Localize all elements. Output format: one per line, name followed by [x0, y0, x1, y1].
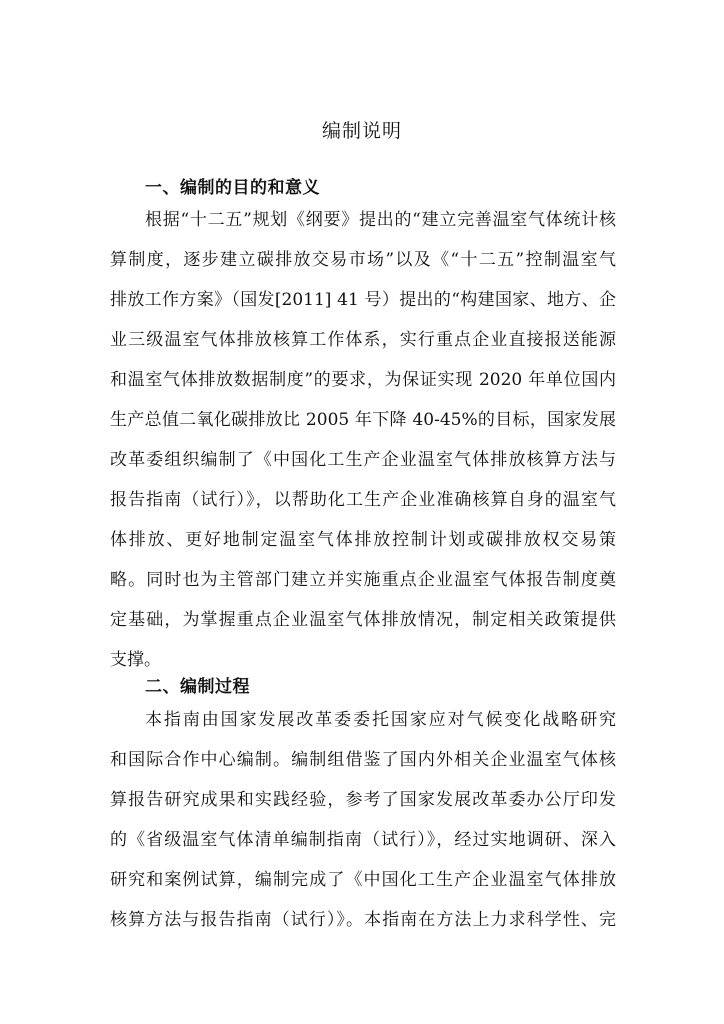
paragraph-line: 的《省级温室气体清单编制指南（试行）》，经过实地调研、深入	[110, 830, 616, 850]
paragraph-line: 算报告研究成果和实践经验，参考了国家发展改革委办公厅印发	[110, 790, 616, 810]
paragraph-line: 根据“十二五”规划《纲要》提出的“建立完善温室气体统计核	[145, 210, 616, 230]
paragraph-line: 略。同时也为主管部门建立并实施重点企业温室气体报告制度奠	[110, 570, 616, 590]
paragraph-line: 改革委组织编制了《中国化工生产企业温室气体排放核算方法与	[110, 450, 616, 470]
paragraph-line: 支撑。	[110, 650, 161, 670]
paragraph-line: 和国际合作中心编制。编制组借鉴了国内外相关企业温室气体核	[110, 750, 616, 770]
document-title: 编制说明	[321, 120, 402, 142]
paragraph-line: 算制度，逐步建立碳排放交易市场”以及《“十二五”控制温室气	[110, 250, 616, 270]
paragraph-line: 定基础，为掌握重点企业温室气体排放情况，制定相关政策提供	[110, 610, 616, 630]
paragraph-line: 报告指南（试行）》，以帮助化工生产企业准确核算自身的温室气	[110, 490, 616, 510]
paragraph-line: 和温室气体排放数据制度”的要求，为保证实现 2020 年单位国内	[110, 370, 616, 390]
paragraph-line: 业三级温室气体排放核算工作体系，实行重点企业直接报送能源	[110, 330, 616, 350]
paragraph-line: 排放工作方案》（国发[2011] 41 号）提出的“构建国家、地方、企	[110, 290, 616, 310]
paragraph-line: 本指南由国家发展改革委委托国家应对气候变化战略研究	[145, 710, 616, 730]
paragraph-line: 核算方法与报告指南（试行）》。本指南在方法上力求科学性、完	[110, 910, 616, 930]
section-heading-purpose: 一、编制的目的和意义	[145, 178, 320, 198]
section-heading-process: 二、编制过程	[145, 677, 250, 697]
paragraph-line: 体排放、更好地制定温室气体排放控制计划或碳排放权交易策	[110, 530, 616, 550]
paragraph-line: 研究和案例试算，编制完成了《中国化工生产企业温室气体排放	[110, 870, 616, 890]
paragraph-line: 生产总值二氧化碳排放比 2005 年下降 40-45%的目标，国家发展	[110, 410, 616, 430]
